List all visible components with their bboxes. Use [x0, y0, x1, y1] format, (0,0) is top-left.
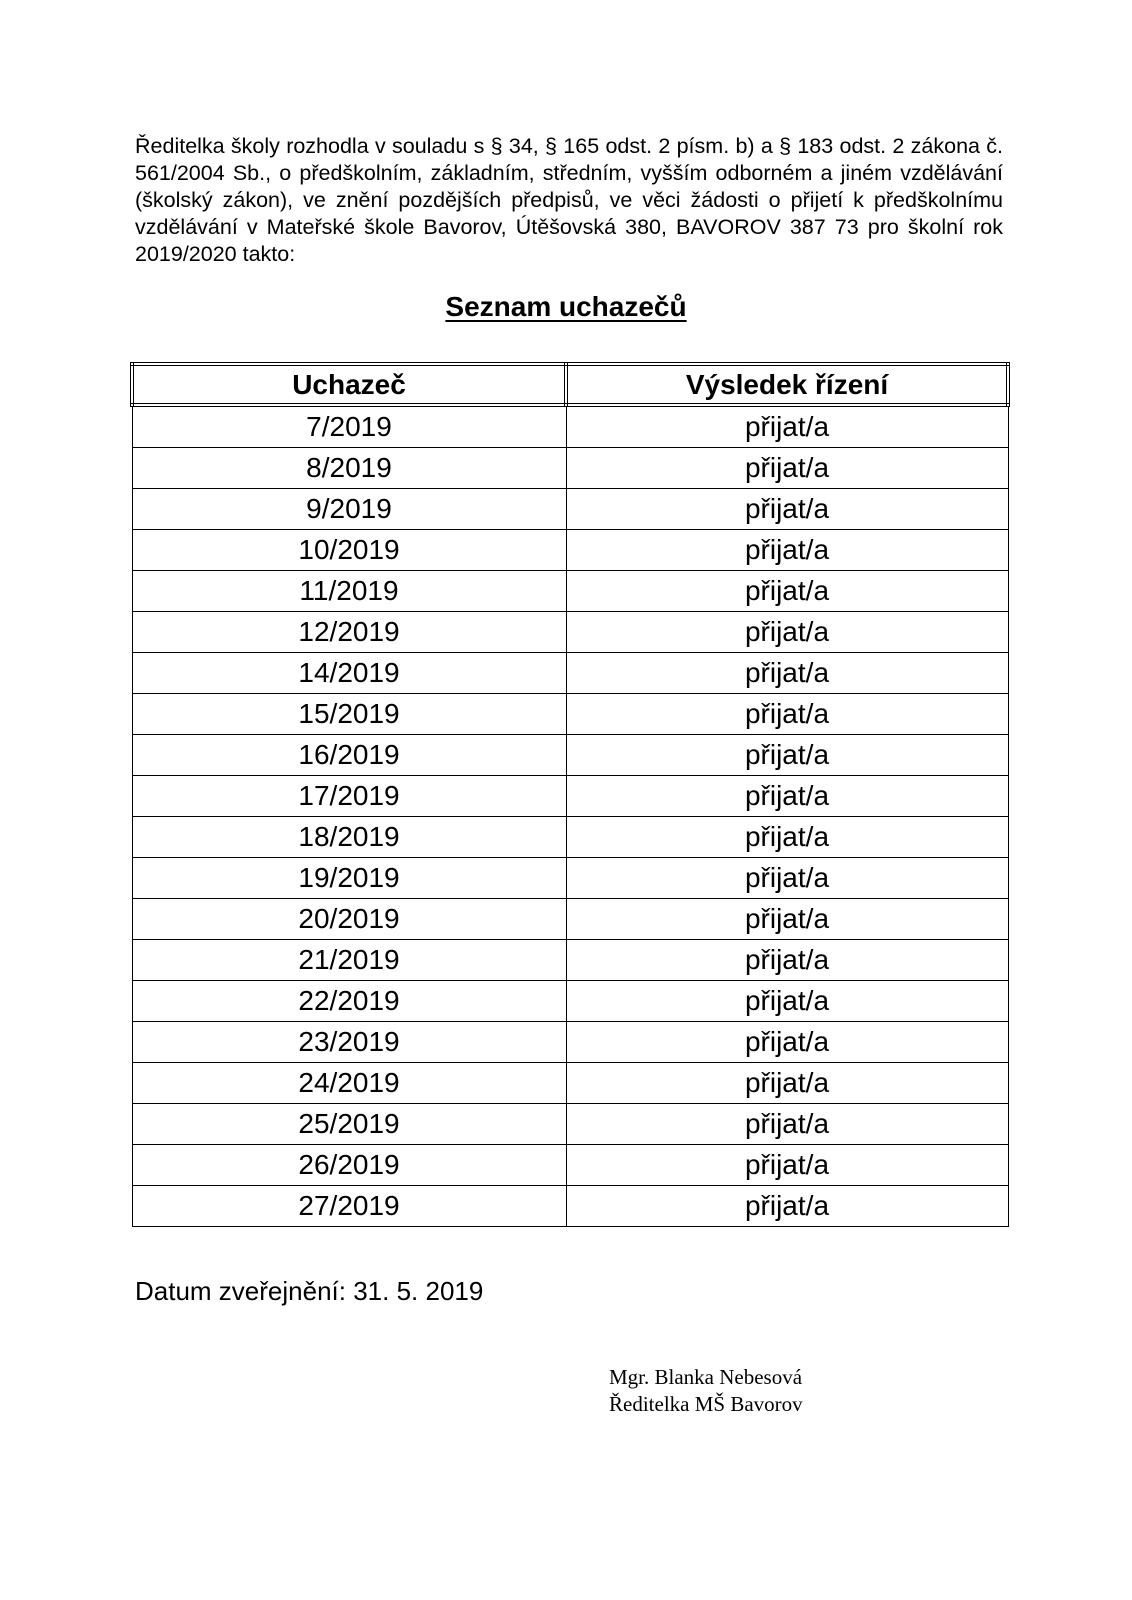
table-row	[132, 448, 1008, 489]
table-row	[132, 1145, 1008, 1186]
applicant-id-cell: 21/2019	[132, 940, 566, 981]
result-cell: přijat/a	[566, 899, 1008, 940]
result-cell: přijat/a	[566, 858, 1008, 899]
applicant-id-cell: 11/2019	[132, 571, 566, 612]
table-body	[132, 405, 1008, 1227]
signature-block	[609, 1364, 803, 1418]
result-cell: přijat/a	[566, 1063, 1008, 1104]
result-cell: přijat/a	[566, 1186, 1008, 1227]
table-row	[132, 940, 1008, 981]
table-row	[132, 571, 1008, 612]
applicant-id-cell: 10/2019	[132, 530, 566, 571]
applicant-id-cell: 8/2019	[132, 448, 566, 489]
applicant-id-cell: 12/2019	[132, 612, 566, 653]
applicant-id-cell: 25/2019	[132, 1104, 566, 1145]
applicant-id-cell: 18/2019	[132, 817, 566, 858]
applicant-id-cell: 14/2019	[132, 653, 566, 694]
table-row	[132, 653, 1008, 694]
applicant-id-cell: 15/2019	[132, 694, 566, 735]
result-cell: přijat/a	[566, 530, 1008, 571]
applicant-id-cell: 16/2019	[132, 735, 566, 776]
result-cell: přijat/a	[566, 735, 1008, 776]
table-row	[132, 899, 1008, 940]
table-header-row	[132, 364, 1008, 405]
result-cell: přijat/a	[566, 1022, 1008, 1063]
result-cell: přijat/a	[566, 817, 1008, 858]
table-row	[132, 612, 1008, 653]
applicant-id-cell: 24/2019	[132, 1063, 566, 1104]
table-row	[132, 1104, 1008, 1145]
result-cell: přijat/a	[566, 940, 1008, 981]
result-cell: přijat/a	[566, 571, 1008, 612]
list-title-text: Seznam uchazečů	[445, 291, 687, 322]
table-row	[132, 1186, 1008, 1227]
applicant-id-cell: 20/2019	[132, 899, 566, 940]
column-header-result: Výsledek řízení	[566, 364, 1008, 405]
result-cell: přijat/a	[566, 776, 1008, 817]
signature-role: Ředitelka MŠ Bavorov	[609, 1392, 803, 1416]
signature-name: Mgr. Blanka Nebesová	[609, 1365, 803, 1389]
table-row	[132, 1022, 1008, 1063]
applicant-id-cell: 9/2019	[132, 489, 566, 530]
applicant-id-cell: 22/2019	[132, 981, 566, 1022]
table-row	[132, 1063, 1008, 1104]
result-cell: přijat/a	[566, 1104, 1008, 1145]
applicant-id-cell: 19/2019	[132, 858, 566, 899]
applicant-id-cell: 27/2019	[132, 1186, 566, 1227]
table-row	[132, 405, 1008, 448]
result-cell: přijat/a	[566, 489, 1008, 530]
publish-date: Datum zveřejnění: 31. 5. 2019	[135, 1276, 484, 1306]
applicants-table	[130, 362, 1010, 1227]
applicant-id-cell: 17/2019	[132, 776, 566, 817]
result-cell: přijat/a	[566, 612, 1008, 653]
result-cell: přijat/a	[566, 405, 1008, 448]
result-cell: přijat/a	[566, 448, 1008, 489]
table-row	[132, 776, 1008, 817]
applicant-id-cell: 7/2019	[132, 405, 566, 448]
table-row	[132, 735, 1008, 776]
applicant-id-cell: 23/2019	[132, 1022, 566, 1063]
result-cell: přijat/a	[566, 1145, 1008, 1186]
intro-paragraph: Ředitelka školy rozhodla v souladu s § 34, § 165 odst. 2 písm. b) a § 183 odst. 2 zákona č. 561/2004 Sb., o předškolním, základním, středním, vyšším odborném a jiném vzdělávání (školský zákon), ve znění pozdějších předpisů, ve věci žádosti o přijetí k předškolnímu vzdělávání v Mateřské škole Bavorov, Útěšovská 380, BAVOROV 387 73 pro školní rok 2019/2020 takto:	[135, 134, 1003, 266]
table-row	[132, 981, 1008, 1022]
result-cell: přijat/a	[566, 981, 1008, 1022]
table-row	[132, 530, 1008, 571]
table-row	[132, 858, 1008, 899]
table-row	[132, 694, 1008, 735]
result-cell: přijat/a	[566, 653, 1008, 694]
result-cell: přijat/a	[566, 694, 1008, 735]
column-header-applicant: Uchazeč	[132, 364, 566, 405]
list-title	[0, 291, 1132, 323]
table-row	[132, 817, 1008, 858]
applicant-id-cell: 26/2019	[132, 1145, 566, 1186]
table-row	[132, 489, 1008, 530]
